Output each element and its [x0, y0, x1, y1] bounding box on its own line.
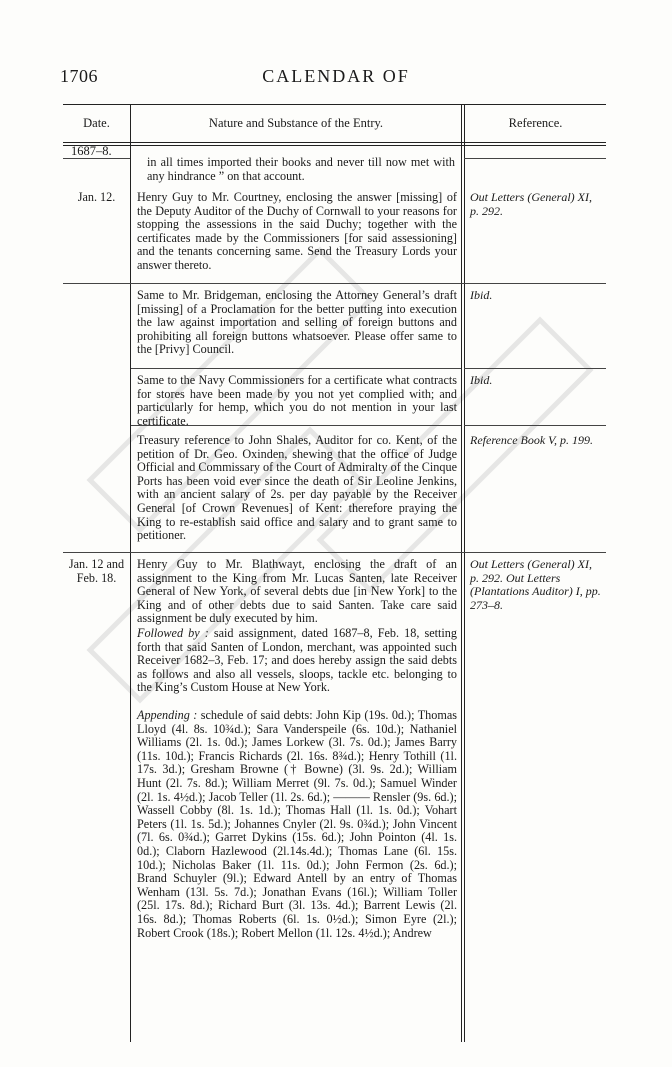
ref-year-rule — [464, 158, 606, 159]
appending-paragraph — [137, 709, 457, 940]
entry-reference: Out Letters (General) XI, p. 292. Out Letters (Plantations Auditor) I, pp. 273–8. — [470, 557, 601, 612]
appending-label: Appending : — [137, 708, 198, 722]
page-number: 1706 — [60, 66, 98, 86]
reference-column-rule-left — [461, 104, 462, 1042]
followed-by-label: Followed by : — [137, 626, 209, 640]
column-header-reference: Reference. — [508, 116, 563, 130]
entry-rule — [63, 283, 606, 284]
entry-text: Same to the Navy Commissioners for a certificate what contracts for stores have been made by you not yet complied with; and particularly for hemp, which you do not mention in your last certificate. — [137, 373, 457, 428]
entry-rule — [464, 368, 606, 369]
entry-rule — [63, 552, 606, 553]
year-rule — [63, 158, 130, 159]
entry-text: Henry Guy to Mr. Blathwayt, enclosing the draft of an assignment to the King from Mr. Lucas Santen, late Receiver General of New York, of several debts due [in New York] to the King and of other debts due to said Santen. Take care said assignment be duly executed by him. — [137, 557, 457, 626]
running-title: CALENDAR OF — [262, 66, 410, 86]
header-rule-double — [63, 145, 606, 146]
entry-reference: Ibid. — [470, 373, 493, 387]
entry-text: Same to Mr. Bridgeman, enclosing the Attorney General’s draft [missing] of a Proclamation for the better putting into execution the law against importation and selling of foreign buttons and prohibiting all foreign buttons whatsoever. Please offer same to the [Privy] Council. — [137, 288, 457, 357]
followed-by-paragraph — [137, 627, 457, 695]
entry-text: Henry Guy to Mr. Courtney, enclosing the answer [missing] of the Deputy Auditor of the Duchy of Cornwall to your reasons for stopping the assessions in the said Duchy; together with the certificates made by the Commissioners [for said assessioning] and the tenants concerning same. Send the Treasury Lords your answer thereto. — [137, 190, 457, 272]
entry-reference: Ibid. — [470, 288, 493, 302]
reference-column-rule-right — [464, 104, 465, 1042]
entry-text: Treasury reference to John Shales, Auditor for co. Kent, of the petition of Dr. Geo. Oxinden, shewing that the office of Judge Official and Commissary of the Court of Admiralty of the Cinque Ports has been void ever since the death of Sir Leoline Jenkins, with an ancient salary of 2s. per day payable by the Receiver General [of Crown Revenues] of Kent: therefore praying the King to re-establish said office and salary and to grant same to petitioner. — [137, 433, 457, 543]
entry-rule — [464, 425, 606, 426]
entry-text: in all times imported their books and never till now met with any hindrance ” on that account. — [147, 155, 455, 183]
column-header-date: Date. — [83, 116, 110, 130]
appending-text: schedule of said debts: John Kip (19s. 0d.); Thomas Lloyd (4l. 8s. 10¾d.); Sara Vanderspeile (6s. 10d.); Nathaniel Williams (2l. 1s. 0d.); James Lorkew (3l. 7s. 0d.); James Barry (11s. 10d.); Francis Richards (2l. 16s. 8¾d.); Henry Tothill (1l. 17s. 3d.); Gresham Browne († Bowne) (3l. 9s. 2d.); William Hunt (2l. 7s. 8d.); William Merret (9l. 7s. 0d.); Samuel Winder (2l. 1s. 4½d.); Jacob Teller (1l. 2s. 6d.); ——— Rensler (9s. 6d.); Wassell Cobby (8l. 1s. 1d.); Thomas Hall (1l. 1s. 0d.); Vohart Peters (1l. 1s. 5d.); Johannes Cnyler (2l. 9s. 0¾d.); John Vincent (7l. 6s. 0¾d.); Garret Dykins (15s. 6d.); John Pointon (4l. 1s. 0d.); Claborn Hazlewood (2l.14s.4d.); Thomas Lane (6l. 15s. 10d.); Nicholas Baker (1l. 11s. 0d.); John Fermon (2s. 6d.); Brand Schuyler (9l.); Edward Antell by an entry of Thomas Wenham (13l. 5s. 7d.); Jonathan Evans (16l.); William Toller (25l. 17s. 8d.); Richard Burt (3l. 13s. 4d.); Barrent Lewis (2l. 16s. 8d.); Thomas Roberts (6l. 1s. 0½d.); Simon Eyre (2l.); Robert Crook (18s.); Robert Mellon (1l. 12s. 4½d.); Andrew — [137, 708, 457, 940]
calendar-table — [63, 104, 606, 1042]
column-header-nature: Nature and Substance of the Entry. — [208, 116, 384, 130]
header-rule — [63, 142, 606, 143]
table-top-rule — [63, 104, 606, 105]
entry-date: Jan. 12 and Feb. 18. — [68, 557, 125, 585]
entry-reference: Out Letters (General) XI, p. 292. — [470, 190, 592, 218]
entry-rule — [131, 425, 461, 426]
year-label: 1687–8. — [71, 144, 112, 158]
date-column-rule — [130, 104, 131, 1042]
entry-rule — [131, 368, 461, 369]
followed-by-text: said assignment, dated 1687–8, Feb. 18, setting forth that said Santen of London, merchant, was appointed such Receiver 1682–3, Feb. 17; and does hereby assign the said debts as follows and also all vessels, sloops, tackle etc. belonging to the King’s Custom House at New York. — [137, 626, 457, 695]
entry-reference: Reference Book V, p. 199. — [470, 433, 593, 447]
entry-date: Jan. 12. — [77, 190, 116, 204]
page-header — [0, 60, 672, 90]
